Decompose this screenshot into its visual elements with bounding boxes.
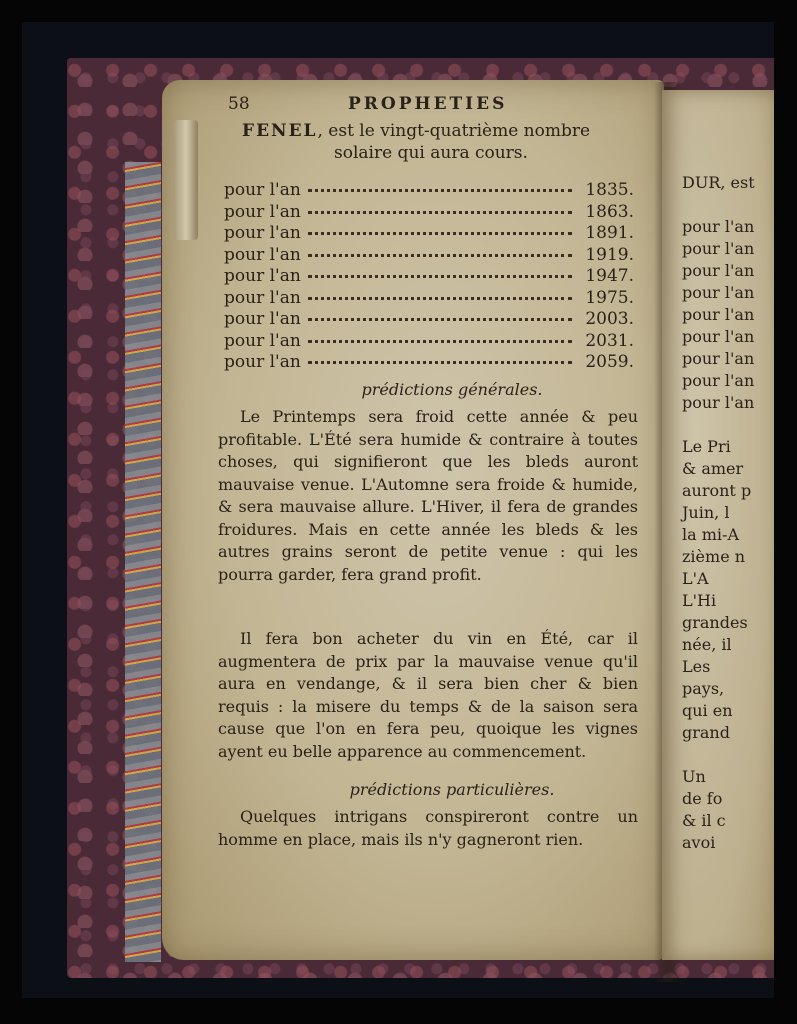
page-fold <box>174 120 198 240</box>
right-page-line: pour l'an <box>682 305 755 324</box>
year-label: pour l'an <box>224 352 301 372</box>
year-row <box>224 266 634 288</box>
right-page-line: auront p <box>682 481 752 500</box>
year-label: pour l'an <box>224 201 301 222</box>
right-page-line: grand <box>682 723 730 742</box>
year-row <box>224 202 634 224</box>
year-row <box>224 352 634 374</box>
year-value: 2031. <box>585 330 634 351</box>
leader-dots <box>308 211 572 214</box>
year-label: pour l'an <box>224 287 301 308</box>
year-row <box>224 223 634 245</box>
leader-dots <box>308 340 572 343</box>
right-page-line: Juin, l <box>682 503 730 522</box>
left-page <box>162 80 664 960</box>
heading-general: prédictions générales. <box>361 380 543 399</box>
year-row <box>224 180 634 202</box>
right-page-line: pour l'an <box>682 283 755 302</box>
lead-paragraph <box>242 120 662 164</box>
right-page-line: & amer <box>682 459 744 478</box>
leader-dots <box>308 275 572 278</box>
right-page <box>662 90 774 960</box>
year-value: 2059. <box>585 352 634 372</box>
running-title: PROPHETIES <box>348 94 508 114</box>
right-page-text <box>682 172 774 854</box>
year-table <box>224 180 634 374</box>
right-page-line: Le Pri <box>682 437 731 456</box>
right-page-line: grandes <box>682 613 748 632</box>
photo-frame <box>22 22 774 998</box>
right-page-line: de fo <box>682 789 723 808</box>
right-page-line: pour l'an <box>682 261 755 280</box>
right-page-line: pour l'an <box>682 349 755 368</box>
year-value: 1863. <box>585 201 634 222</box>
right-page-line: zième n <box>682 547 746 566</box>
right-page-line: la mi-A <box>682 525 739 544</box>
year-label: pour l'an <box>224 309 301 329</box>
year-value: 1975. <box>585 287 634 308</box>
right-page-line: Un <box>682 767 706 786</box>
right-page-line: pour l'an <box>682 217 755 236</box>
right-page-line: qui en <box>682 701 733 720</box>
leader-dots <box>308 297 572 300</box>
right-page-line <box>682 414 774 436</box>
lead-text-1: , est le vingt-quatrième nombre <box>317 121 591 141</box>
year-label: pour l'an <box>224 244 301 265</box>
year-value: 1919. <box>585 244 634 265</box>
year-value: 1947. <box>585 266 634 286</box>
year-row <box>224 288 634 310</box>
year-row <box>224 245 634 267</box>
year-value: 2003. <box>585 309 634 329</box>
right-page-line: pour l'an <box>682 371 755 390</box>
year-label: pour l'an <box>224 180 301 200</box>
lead-text-2: solaire qui aura cours. <box>334 143 528 163</box>
leader-dots <box>308 189 572 192</box>
right-page-line: pays, <box>682 679 725 698</box>
year-value: 1891. <box>585 223 634 243</box>
heading-particular: prédictions particulières. <box>349 780 555 799</box>
year-row <box>224 309 634 331</box>
right-page-line: née, il <box>682 635 732 654</box>
paragraph-general-1: Le Printemps sera froid cette année & peu profitable. L'Été sera humide & contraire à toutes choses, qui signifieront que les bleds auront mauvaise venue. L'Automne sera froide & humide, & sera mauvaise allure. L'Hiver, il fera de grandes froidures. Mais en cette année les bleds & les autres grains seront de petite venue : qui les pourra garder, fera grand profit. <box>218 407 638 584</box>
right-page-line: Les <box>682 657 711 676</box>
leader-dots <box>308 318 572 321</box>
right-page-line: DUR, est <box>682 173 755 192</box>
year-row <box>224 331 634 353</box>
right-page-line <box>682 744 774 766</box>
year-label: pour l'an <box>224 330 301 351</box>
right-page-line: avoi <box>682 833 716 852</box>
year-value: 1835. <box>585 180 634 200</box>
right-page-line: & il c <box>682 811 726 830</box>
right-page-line: L'Hi <box>682 591 717 610</box>
right-page-line: pour l'an <box>682 239 755 258</box>
right-page-line: pour l'an <box>682 327 755 346</box>
leader-dots <box>308 361 572 364</box>
lead-word: FENEL <box>242 121 318 141</box>
year-label: pour l'an <box>224 266 301 286</box>
paragraph-particular: Quelques intrigans conspireront contre un homme en place, mais ils n'y gagneront rien. <box>218 807 638 849</box>
paragraph-general-2: Il fera bon acheter du vin en Été, car il augmentera de prix par la mauvaise venue qu'il aura en vendange, & il sera bien cher & bien requis : la misere du temps & de la saison sera cause que l'on en fera peu, quoique les vignes ayent eu belle apparence au commencement. <box>218 629 638 761</box>
right-page-line: pour l'an <box>682 393 755 412</box>
right-page-line <box>682 194 774 216</box>
leader-dots <box>308 254 572 257</box>
right-page-line: L'A <box>682 569 709 588</box>
leader-dots <box>308 232 572 235</box>
marbled-endpaper <box>125 162 161 962</box>
page-number: 58 <box>228 94 250 114</box>
year-label: pour l'an <box>224 223 301 243</box>
